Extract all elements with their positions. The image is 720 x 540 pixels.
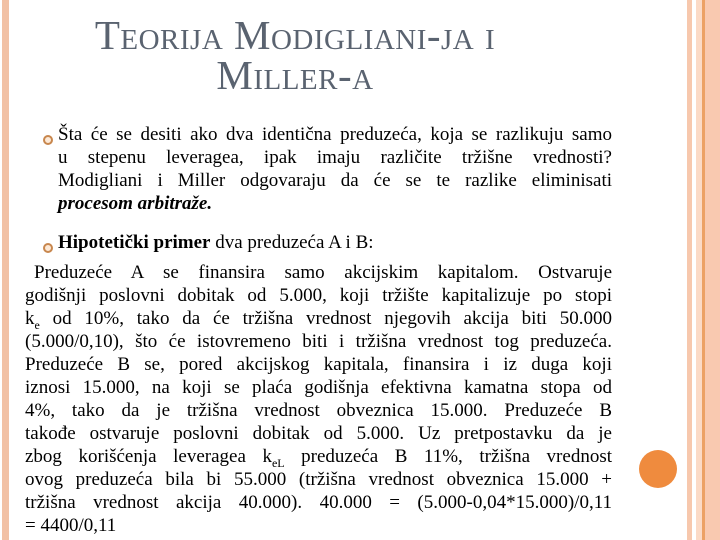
orange-circle-decoration: [639, 450, 677, 488]
paragraph-line-9-text: zbog korišćenja leveragea k: [25, 446, 272, 467]
paragraph-line-12: = 4400/0,11: [25, 515, 117, 536]
paragraph-line-6: iznosi 15.000, na koji se plaća godišnja efektivna kamatna stopa od: [25, 377, 612, 398]
bullet-item-example: [25, 231, 612, 254]
slide-title: [25, 12, 565, 98]
slide-title-line-2: Miller-a: [216, 52, 374, 98]
ring-bullet-icon: [43, 243, 53, 253]
bullet1-line-2: u stepenu leveragea, ipak imaju različite tržišne vrednosti?: [58, 147, 612, 168]
paragraph-line-4: (5.000/0,10), što će istovremeno biti i tržišna vrednost tog preduzeća.: [25, 331, 612, 352]
paragraph-line-3-text: k: [25, 308, 35, 329]
slide-title-line-1: Teorija Modigliani-ja i: [94, 12, 496, 58]
paragraph-line-1: Preduzeće A se finansira samo akcijskim kapitalom. Ostvaruje: [34, 262, 612, 283]
paragraph-line-7: 4%, tako da je tržišna vrednost obveznica 15.000. Preduzeće B: [25, 400, 612, 421]
kel-subscript: eL: [271, 455, 285, 470]
bullet-item-arbitrage: [25, 123, 612, 215]
bullet2-rest-text: dva preduzeća A i B:: [210, 232, 374, 253]
bullet1-line-1: Šta će se desiti ako dva identična preduzeća, koja se razlikuju samo: [58, 124, 612, 145]
paragraph-line-8: takođe ostvaruje poslovni dobitak od 5.000. Uz pretpostavku da je: [25, 423, 612, 444]
bullet1-emphasis: procesom arbitraže.: [58, 193, 213, 214]
bullet2-bold-text: Hipotetički primer: [58, 232, 211, 253]
left-border-stripe: [2, 0, 9, 540]
paragraph-line-3: [25, 307, 612, 330]
paragraph-line-11: tržišna vrednost akcija 40.000). 40.000 = (5.000-0,04*15.000)/0,11: [25, 492, 612, 513]
slide-body: [25, 123, 612, 537]
paragraph-line-5: Preduzeće B se, pored akcijskog kapitala, finansira i iz duga koji: [25, 354, 612, 375]
ke-subscript: e: [34, 317, 40, 332]
paragraph-line-9: [25, 445, 612, 468]
paragraph-line-2: godišnji poslovni dobitak od 5.000, koji tržište kapitalizuje po stopi: [25, 285, 612, 306]
right-border-stripes: [687, 0, 720, 540]
paragraph-line-9-rest: preduzeća B 11%, tržišna vrednost: [284, 446, 612, 467]
ring-bullet-icon: [43, 135, 53, 145]
right-stripe-1: [687, 0, 692, 540]
right-stripe-4: [705, 0, 720, 540]
paragraph-line-10: ovog preduzeća bila bi 55.000 (tržišna vrednost obveznica 15.000 +: [25, 469, 612, 490]
paragraph-line-3-rest: od 10%, tako da će tržišna vrednost njegovih akcija biti 50.000: [39, 308, 612, 329]
bullet2-line: [58, 231, 612, 254]
example-paragraph: [25, 261, 612, 537]
bullet1-line-3: Modigliani i Miller odgovaraju da će se te razlike eliminisati: [58, 170, 612, 191]
